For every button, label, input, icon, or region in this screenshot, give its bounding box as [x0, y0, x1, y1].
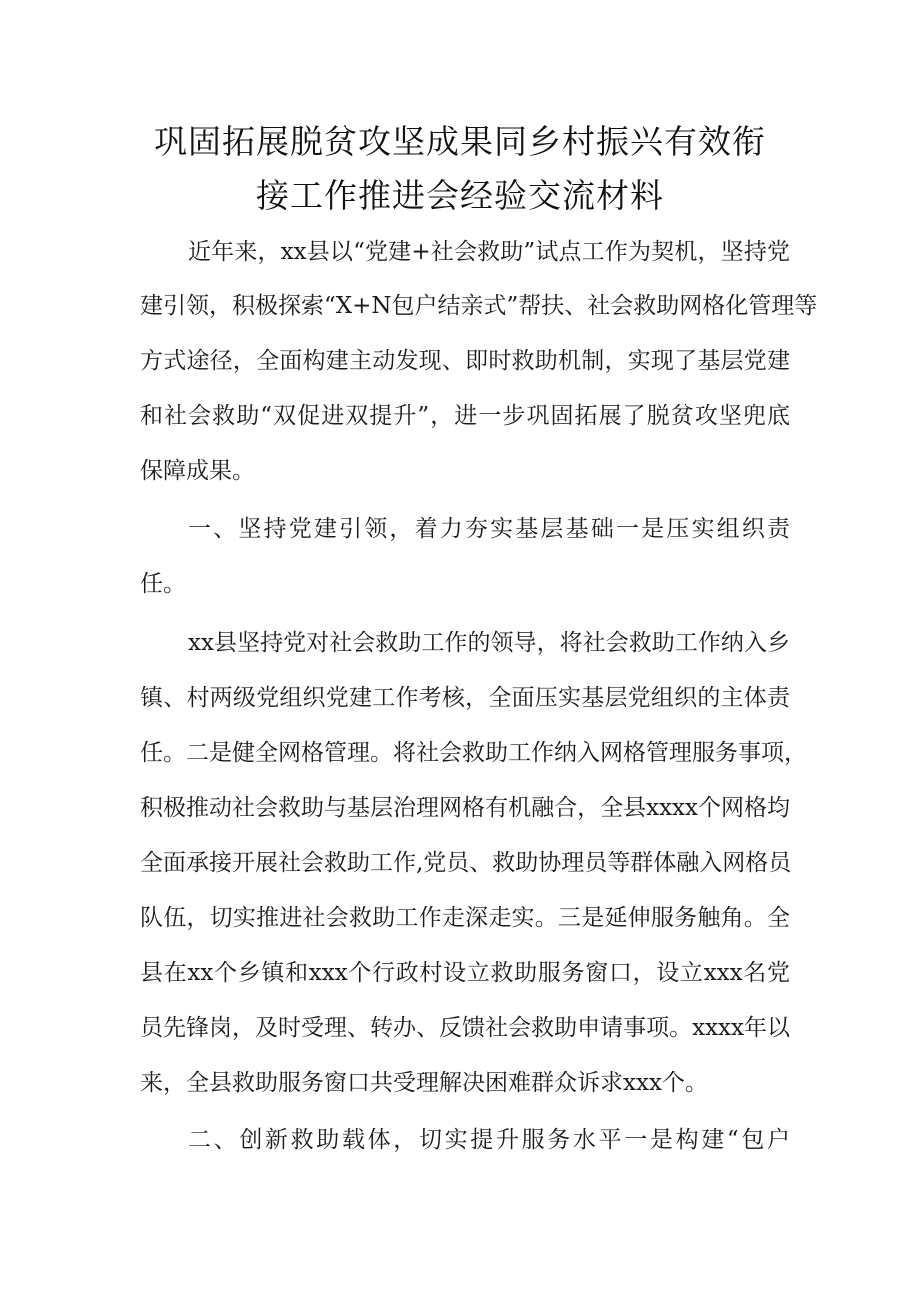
body-line: 方式途径，全面构建主动发现、即时救助机制，实现了基层党建 — [140, 348, 790, 374]
body-line: 县在xx个乡镇和xxx个行政村设立救助服务窗口，设立xxx名党 — [140, 960, 790, 986]
body-line: 保障成果。 — [140, 458, 255, 484]
body-line: 积极推动社会救助与基层治理网格有机融合，全县xxxx个网格均 — [140, 795, 790, 821]
document-title-line-1: 巩固拓展脱贫攻坚成果同乡村振兴有效衔 — [154, 122, 766, 161]
body-line: 近年来，xx县以“党建+社会救助”试点工作为契机，坚持党 — [188, 239, 790, 265]
body-line: 员先锋岗，及时受理、转办、反馈社会救助申请事项。xxxx年以 — [140, 1015, 790, 1041]
body-line: 全面承接开展社会救助工作,党员、救助协理员等群体融入网格员 — [140, 850, 792, 876]
body-line: 和社会救助“双促进双提升”，进一步巩固拓展了脱贫攻坚兜底 — [140, 403, 790, 429]
body-line: 来，全县救助服务窗口共受理解决困难群众诉求xxx个。 — [140, 1070, 708, 1096]
body-line: 镇、村两级党组织党建工作考核，全面压实基层党组织的主体责 — [140, 685, 790, 711]
body-line: 任。二是健全网格管理。将社会救助工作纳入网格管理服务事项， — [140, 740, 807, 766]
body-line: 建引领，积极探索“X+N包户结亲式”帮扶、社会救助网格化管理等 — [140, 293, 818, 319]
body-line: 队伍，切实推进社会救助工作走深走实。三是延伸服务触角。全 — [140, 905, 790, 931]
document-title-line-2: 接工作推进会经验交流材料 — [256, 176, 664, 215]
section-heading-line: 任。 — [140, 571, 186, 597]
section-heading-line: 一、坚持党建引领，着力夯实基层基础一是压实组织责 — [188, 516, 790, 542]
section-heading-line: 二、创新救助载体，切实提升服务水平一是构建“包户 — [188, 1127, 790, 1153]
body-line: xx县坚持党对社会救助工作的领导，将社会救助工作纳入乡 — [188, 630, 790, 656]
